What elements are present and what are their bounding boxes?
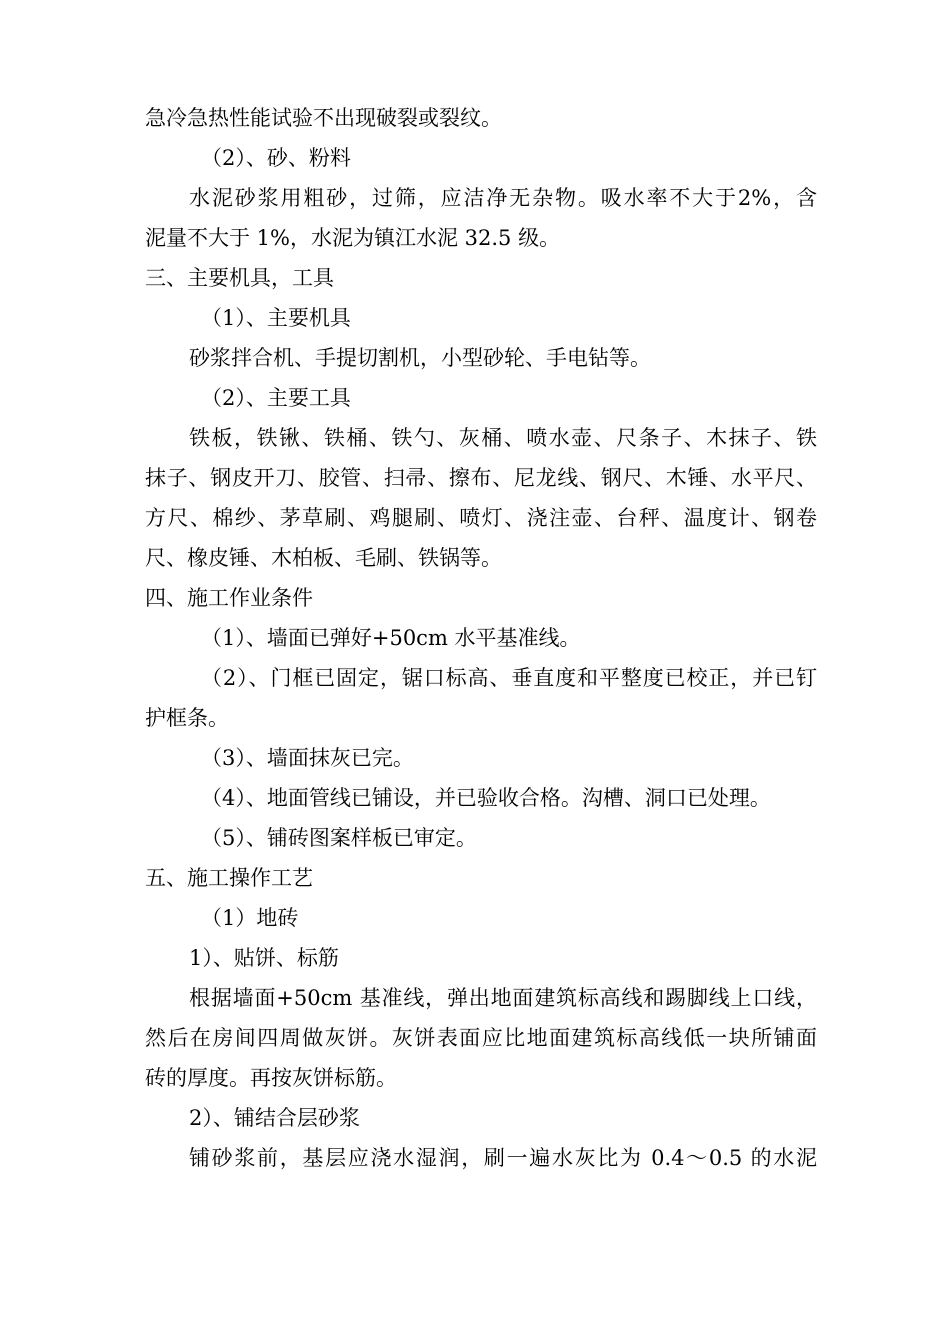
- paragraph-line: 铁板，铁锹、铁桶、铁勺、灰桶、喷水壶、尺条子、木抹子、铁: [189, 426, 817, 450]
- paragraph-line: 急冷急热性能试验不出现破裂或裂纹。: [145, 106, 502, 130]
- section-heading-process: 五、施工操作工艺: [145, 866, 313, 890]
- paragraph-line: 根据墙面+50cm 基准线，弹出地面建筑标高线和踢脚线上口线，: [189, 986, 817, 1010]
- paragraph-line: 泥量不大于 1%，水泥为镇江水泥 32.5 级。: [145, 226, 561, 250]
- subheading-main-tools: （2）、主要工具: [201, 386, 351, 410]
- list-item: （4）、地面管线已铺设，并已验收合格。沟槽、洞口已处理。: [201, 786, 771, 810]
- document-body: [145, 98, 817, 1178]
- paragraph-line: 尺、橡皮锤、木柏板、毛刷、铁锅等。: [145, 546, 502, 570]
- subheading-sand-powder: （2）、砂、粉料: [201, 146, 351, 170]
- paragraph-line: 铺砂浆前，基层应浇水湿润，刷一遍水灰比为 0.4～0.5 的水泥: [189, 1146, 817, 1170]
- section-heading-tools: 三、主要机具，工具: [145, 266, 334, 290]
- list-item: （1）、墙面已弹好+50cm 水平基准线。: [201, 626, 581, 650]
- subheading-step-2: 2）、铺结合层砂浆: [189, 1106, 360, 1130]
- paragraph-line: 然后在房间四周做灰饼。灰饼表面应比地面建筑标高线低一块所铺面: [145, 1026, 817, 1050]
- paragraph-line: 方尺、棉纱、茅草刷、鸡腿刷、喷灯、浇注壶、台秤、温度计、钢卷: [145, 506, 817, 530]
- subheading-main-machinery: （1）、主要机具: [201, 306, 351, 330]
- subheading-step-1: 1）、贴饼、标筋: [189, 946, 339, 970]
- paragraph-line: 砂浆拌合机、手提切割机，小型砂轮、手电钻等。: [189, 346, 651, 370]
- list-item: （2）、门框已固定，锯口标高、垂直度和平整度已校正，并已钉: [201, 666, 817, 690]
- subheading-floor-tile: （1）地砖: [201, 906, 299, 930]
- paragraph-line: 护框条。: [145, 706, 229, 730]
- list-item: （3）、墙面抹灰已完。: [201, 746, 414, 770]
- paragraph-line: 水泥砂浆用粗砂，过筛，应洁净无杂物。吸水率不大于2%，含: [189, 186, 817, 210]
- paragraph-line: 抹子、钢皮开刀、胶管、扫帚、擦布、尼龙线、钢尺、木锤、水平尺、: [145, 466, 817, 490]
- list-item: （5）、铺砖图案样板已审定。: [201, 826, 477, 850]
- section-heading-conditions: 四、施工作业条件: [145, 586, 313, 610]
- paragraph-line: 砖的厚度。再按灰饼标筋。: [145, 1066, 397, 1090]
